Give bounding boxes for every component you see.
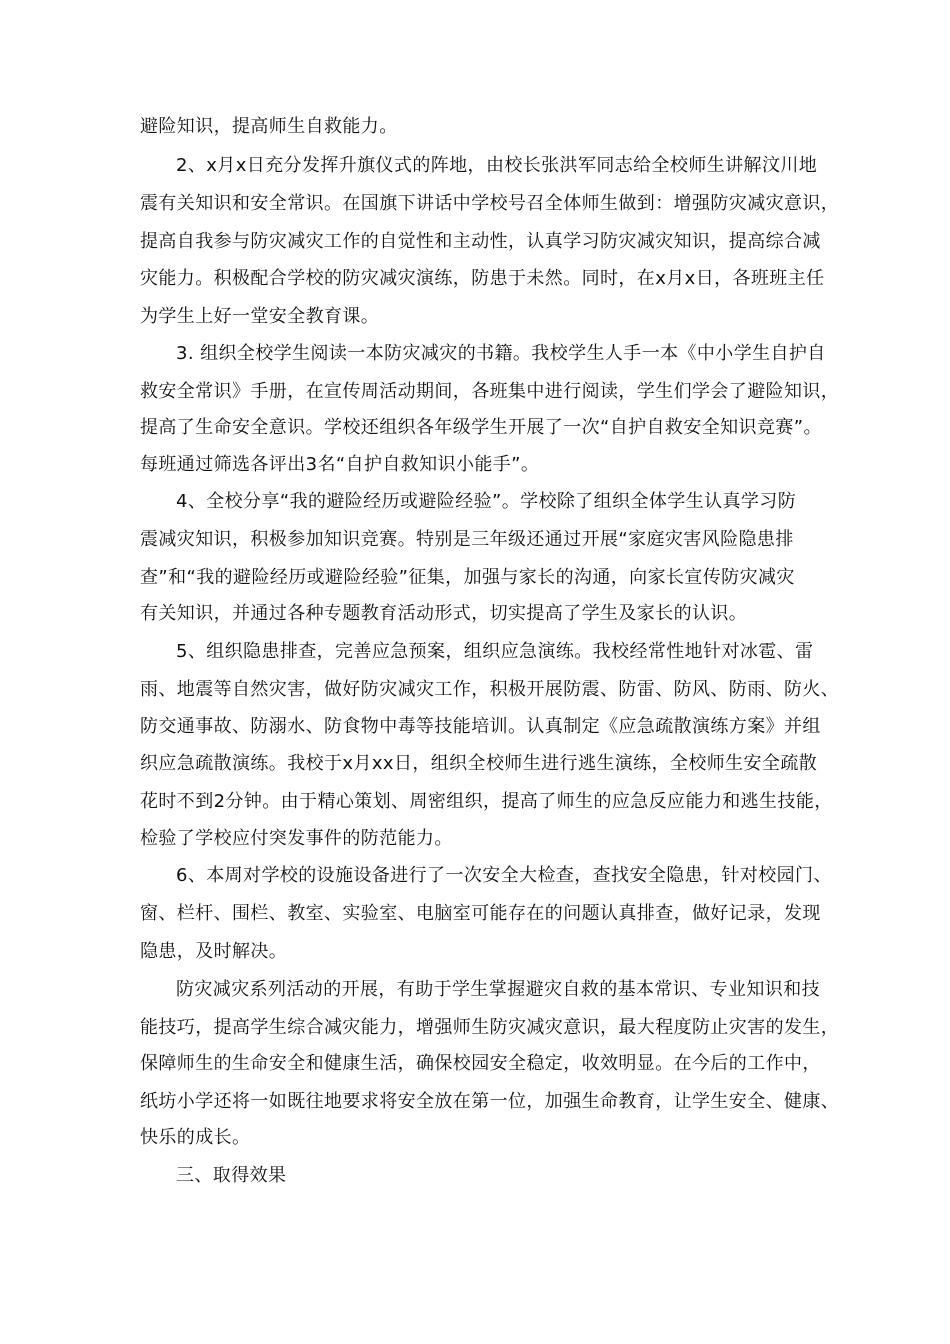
text-line: 提高了生命安全意识。学校还组织各年级学生开展了一次“自护自救安全知识竞赛”。 (140, 417, 822, 438)
text-line: 救安全常识》手册，在宣传周活动期间，各班集中进行阅读，学生们学会了避险知识， (140, 381, 840, 402)
text-line: 花时不到2分钟。由于精心策划、周密组织，提高了师生的应急反应能力和逃生技能， (140, 791, 833, 812)
text-line: 保障师生的生命安全和健康生活，确保校园安全稳定，收效明显。在今后的工作中， (140, 1053, 821, 1074)
text-line: 灾能力。积极配合学校的防灾减灾演练，防患于未然。同时，在x月x日，各班班主任 (140, 268, 825, 289)
text-line: 查”和“我的避险经历或避险经验”征集，加强与家长的沟通，向家长宣传防灾减灾 (140, 567, 795, 588)
section-heading: 三、取得效果 (176, 1165, 287, 1186)
text-line: 每班通过筛选各评出3名“自护自救知识小能手”。 (140, 454, 540, 475)
text-line: 有关知识，并通过各种专题教育活动形式，切实提高了学生及家长的认识。 (140, 603, 748, 624)
text-line: 提高自我参与防灾减灾工作的自觉性和主动性，认真学习防灾减灾知识，提高综合减 (140, 231, 821, 252)
text-line: 防灾减灾系列活动的开展，有助于学生掌握避灾自救的基本常识、专业知识和技 (176, 979, 820, 1000)
text-line: 6、本周对学校的设施设备进行了一次安全大检查，查找安全隐患，针对校园门、 (176, 865, 832, 886)
text-line: 震有关知识和安全常识。在国旗下讲话中学校号召全体师生做到：增强防灾减灾意识， (140, 193, 840, 214)
text-line: 避险知识，提高师生自救能力。 (140, 116, 398, 137)
text-line: 4、全校分享“我的避险经历或避险经验”。学校除了组织全体学生认真学习防 (176, 491, 797, 512)
text-line: 2、x月x日充分发挥升旗仪式的阵地，由校长张洪军同志给全校师生讲解汶川地 (176, 155, 818, 176)
text-line: 为学生上好一堂安全教育课。 (140, 306, 380, 327)
text-line: 快乐的成长。 (140, 1127, 251, 1148)
text-line: 震减灾知识，积极参加知识竞赛。特别是三年级还通过开展“家庭灾害风险隐患排 (140, 529, 794, 550)
text-line: 能技巧，提高学生综合减灾能力，增强师生防灾减灾意识，最大程度防止灾害的发生， (140, 1017, 840, 1038)
text-line: 防交通事故、防溺水、防食物中毒等技能培训。认真制定《应急疏散演练方案》并组 (140, 716, 821, 737)
text-line: 检验了学校应付突发事件的防范能力。 (140, 828, 453, 849)
text-line: 3. 组织全校学生阅读一本防灾减灾的书籍。我校学生人手一本《中小学生自护自 (176, 343, 826, 364)
text-line: 织应急疏散演练。我校于x月xx日，组织全校师生进行逃生演练，全校师生安全疏散 (140, 753, 818, 774)
text-line: 隐患，及时解决。 (140, 941, 288, 962)
text-line: 5、组织隐患排查，完善应急预案，组织应急演练。我校经常性地针对冰雹、雷 (176, 641, 814, 662)
text-line: 雨、地震等自然灾害，做好防灾减灾工作，积极开展防震、防雷、防风、防雨、防火、 (140, 679, 840, 700)
text-line: 纸坊小学还将一如既往地要求将安全放在第一位，加强生命教育，让学生安全、健康、 (140, 1091, 840, 1112)
text-line: 窗、栏杆、围栏、教室、实验室、电脑室可能存在的问题认真排查，做好记录，发现 (140, 903, 821, 924)
